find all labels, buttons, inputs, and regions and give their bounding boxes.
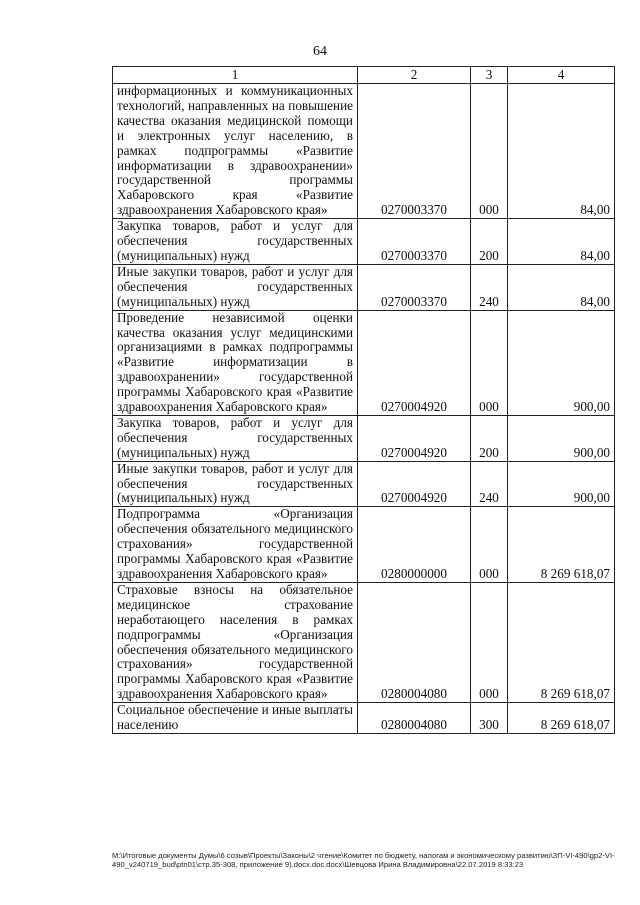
- column-header-4: 4: [508, 67, 615, 84]
- row-code: 0270003370: [358, 84, 471, 219]
- row-code: 0270004920: [358, 310, 471, 415]
- row-code: 0280004080: [358, 582, 471, 702]
- row-expense-type: 240: [471, 264, 508, 310]
- row-expense-type: 200: [471, 415, 508, 461]
- table-row: [113, 84, 615, 219]
- column-header-3: 3: [471, 67, 508, 84]
- row-code: 0270004920: [358, 461, 471, 507]
- row-description: Проведение независимой оценки качества оказания услуг медицинскими организациями в рамках подпрограммы «Развитие информатизации в здравоохранении» государственной программы Хабаровского края «Развитие здравоохранения Хабаровского края»: [113, 310, 358, 415]
- row-description: информационных и коммуникационных технологий, направленных на повышение качества оказания медицинской помощи и электронных услуг населению, в рамках подпрограммы «Развитие информатизации в здравоохранении» государственной программы Хабаровского края «Развитие здравоохранения Хабаровского края»: [113, 84, 358, 219]
- row-description: Иные закупки товаров, работ и услуг для обеспечения государственных (муниципальных) нужд: [113, 264, 358, 310]
- row-amount: 84,00: [508, 264, 615, 310]
- table-row: [113, 582, 615, 702]
- table-row: [113, 310, 615, 415]
- row-expense-type: 000: [471, 84, 508, 219]
- page-number: 64: [313, 44, 327, 59]
- row-amount: 84,00: [508, 219, 615, 265]
- table-row: [113, 461, 615, 507]
- row-description: Подпрограмма «Организация обеспечения обязательного медицинского страхования» государственной программы Хабаровского края «Развитие здравоохранения Хабаровского края»: [113, 507, 358, 583]
- row-code: 0270003370: [358, 219, 471, 265]
- document-footer-path: M:\Итоговые документы Думы\6 созыв\Проекты\Законы\2 чтение\Комитет по бюджету, налогам и экономическому развитию\ЗП-VI-490\gp2-VI-490_v240719_bud\ptn01\стр.35-308, приложение 9).docx.doc.docx\Шевцова Ирина Владимировна\22.07.2019 8:33:23: [112, 851, 615, 869]
- row-description: Иные закупки товаров, работ и услуг для обеспечения государственных (муниципальных) нужд: [113, 461, 358, 507]
- row-amount: 8 269 618,07: [508, 582, 615, 702]
- row-amount: 900,00: [508, 310, 615, 415]
- row-description: Закупка товаров, работ и услуг для обеспечения государственных (муниципальных) нужд: [113, 415, 358, 461]
- table-row: [113, 415, 615, 461]
- column-header-1: 1: [113, 67, 358, 84]
- table-row: [113, 703, 615, 734]
- row-description: Страховые взносы на обязательное медицинское страхование неработающего населения в рамках подпрограммы «Организация обеспечения обязательного медицинского страхования» государственной программы Хабаровского края «Развитие здравоохранения Хабаровского края»: [113, 582, 358, 702]
- row-expense-type: 000: [471, 507, 508, 583]
- row-amount: 84,00: [508, 84, 615, 219]
- row-amount: 8 269 618,07: [508, 507, 615, 583]
- row-code: 0280004080: [358, 703, 471, 734]
- table-row: [113, 219, 615, 265]
- row-expense-type: 000: [471, 310, 508, 415]
- row-amount: 8 269 618,07: [508, 703, 615, 734]
- table-row: [113, 507, 615, 583]
- row-expense-type: 300: [471, 703, 508, 734]
- row-description: Закупка товаров, работ и услуг для обеспечения государственных (муниципальных) нужд: [113, 219, 358, 265]
- row-code: 0270003370: [358, 264, 471, 310]
- row-amount: 900,00: [508, 415, 615, 461]
- row-amount: 900,00: [508, 461, 615, 507]
- row-code: 0270004920: [358, 415, 471, 461]
- table-header-row: [113, 67, 615, 84]
- row-expense-type: 240: [471, 461, 508, 507]
- row-expense-type: 200: [471, 219, 508, 265]
- row-description: Социальное обеспечение и иные выплаты населению: [113, 703, 358, 734]
- row-expense-type: 000: [471, 582, 508, 702]
- row-code: 0280000000: [358, 507, 471, 583]
- column-header-2: 2: [358, 67, 471, 84]
- budget-table: [112, 66, 615, 734]
- table-row: [113, 264, 615, 310]
